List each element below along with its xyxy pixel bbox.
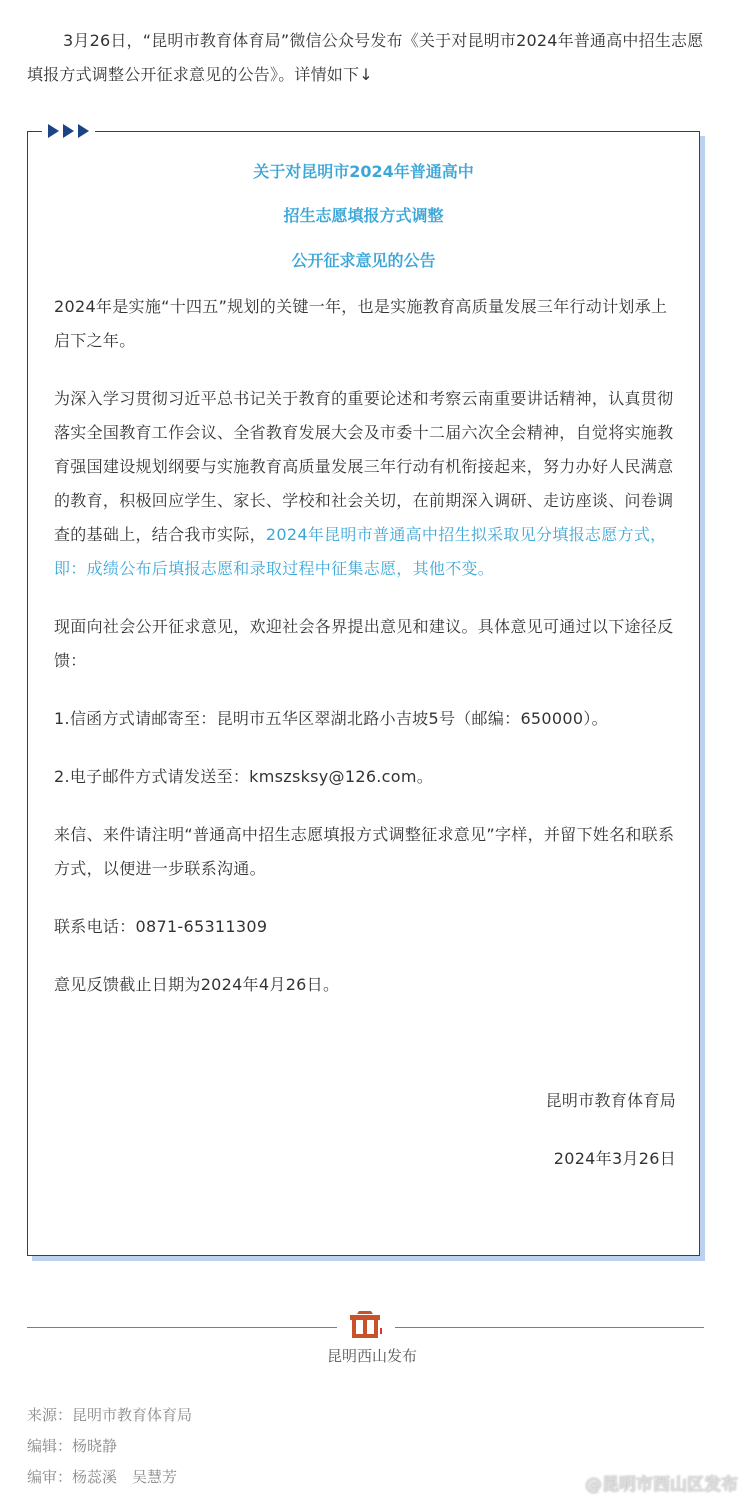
paragraph: 现面向社会公开征求意见，欢迎社会各界提出意见和建议。具体意见可通过以下途径反馈： — [54, 617, 674, 670]
notice-title-line-3: 公开征求意见的公告 — [291, 251, 436, 270]
editor: 编辑：杨晓静 — [27, 1437, 118, 1455]
paragraph-text: 为深入学习贯彻习近平总书记关于教育的重要论述和考察云南重要讲话精神，认真贯彻落实全国教育工作会议、全省教育发展大会及市委十二届六次全会精神，自觉将实施教育强国建设规划纲要与实施教育高质量发展三年行动有机衔接起来，努力办好人民满意的教育，积极回应学生、家长、学校和社会关切，在前期深入调研、走访座谈、问卷调查的基础上，结合我市实际， — [54, 389, 674, 544]
mail-address: 1.信函方式请邮寄至：昆明市五华区翠湖北路小吉坡5号（邮编：650000）。 — [54, 709, 608, 728]
divider-left — [27, 1327, 337, 1328]
paragraph: 2024年是实施“十四五”规划的关键一年，也是实施教育高质量发展三年行动计划承上启下之年。 — [54, 297, 668, 350]
notice-title-line-1: 关于对昆明市2024年普通高中 — [253, 162, 474, 181]
email-address: 2.电子邮件方式请发送至：kmszsksy@126.com。 — [54, 767, 434, 786]
reviewer: 编审：杨蕊溪 吴慧芳 — [27, 1468, 178, 1486]
notice-body — [54, 290, 676, 1200]
divider-right — [395, 1327, 704, 1328]
signature-org: 昆明市教育体育局 — [545, 1091, 676, 1110]
contact-phone: 联系电话：0871-65311309 — [54, 917, 268, 936]
notice-box — [27, 131, 700, 1256]
paragraph — [54, 382, 676, 586]
weibo-watermark: @昆明市西山区发布 — [585, 1475, 738, 1495]
signature-date: 2024年3月26日 — [553, 1149, 676, 1168]
intro-paragraph: 3月26日，“昆明市教育体育局”微信公众号发布《关于对昆明市2024年普通高中招生志愿填报方式调整公开征求意见的公告》。详情如下↓ — [27, 31, 704, 84]
deadline: 意见反馈截止日期为2024年4月26日。 — [54, 975, 340, 994]
brand-name: 昆明西山发布 — [326, 1347, 417, 1365]
notice-title-line-2: 招生志愿填报方式调整 — [283, 206, 444, 225]
highlighted-text: 2024年昆明市普通高中招生拟采取见分填报志愿方式，即：成绩公布后填报志愿和录取过程中征集志愿，其他不变。 — [54, 525, 667, 578]
credits — [27, 1400, 192, 1493]
xishan-gate-logo-icon — [347, 1308, 383, 1340]
source: 来源：昆明市教育体育局 — [27, 1406, 193, 1424]
paragraph: 来信、来件请注明“普通高中招生志愿填报方式调整征求意见”字样，并留下姓名和联系方式，以便进一步联系沟通。 — [54, 825, 675, 878]
triple-arrow-icon — [42, 124, 95, 138]
